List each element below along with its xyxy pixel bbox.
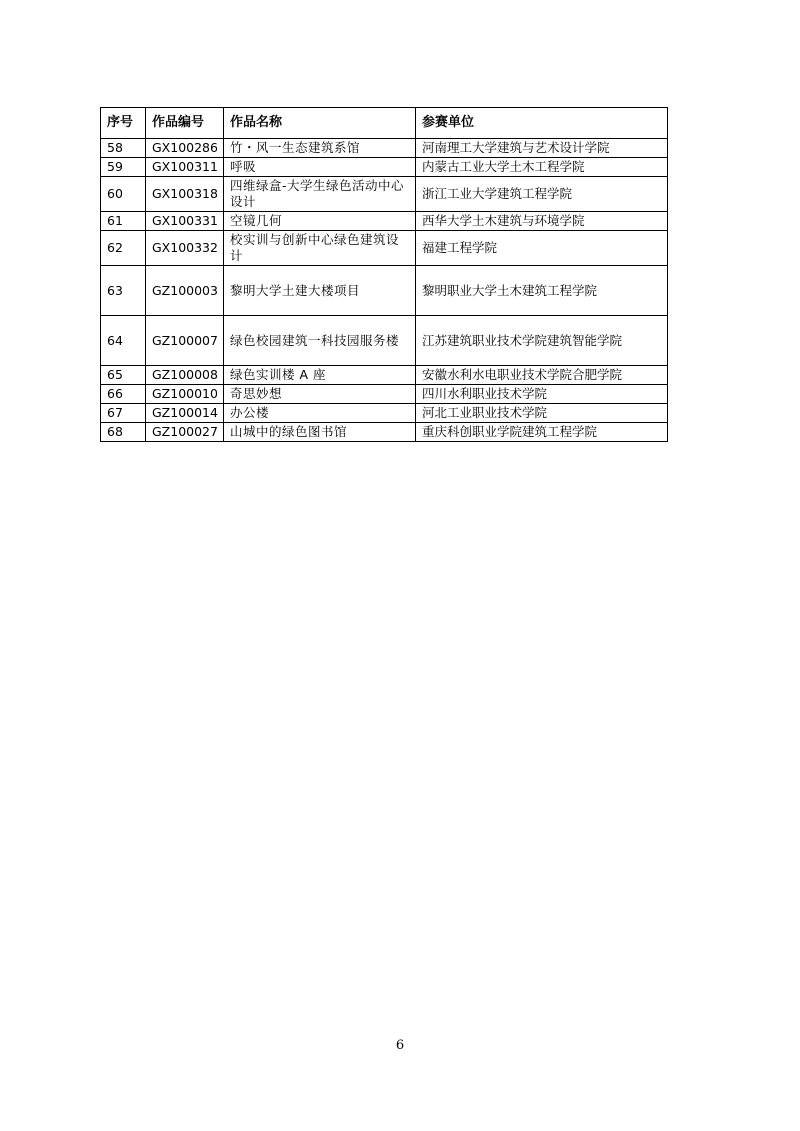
table-header-row <box>101 108 668 139</box>
cell-work-name: 奇思妙想 <box>224 385 416 404</box>
cell-serial-number: 61 <box>101 212 146 231</box>
table-row <box>101 139 668 158</box>
table-row <box>101 404 668 423</box>
cell-serial-number: 60 <box>101 177 146 212</box>
page-number: 6 <box>395 1038 405 1053</box>
cell-work-code: GX100331 <box>146 212 224 231</box>
cell-participating-unit: 江苏建筑职业技术学院建筑智能学院 <box>416 316 668 366</box>
cell-work-code: GZ100003 <box>146 266 224 316</box>
cell-work-code: GX100318 <box>146 177 224 212</box>
header-participating-unit: 参赛单位 <box>416 108 668 139</box>
cell-participating-unit: 重庆科创职业学院建筑工程学院 <box>416 423 668 442</box>
cell-work-name: 竹・风一生态建筑系馆 <box>224 139 416 158</box>
table-row <box>101 212 668 231</box>
cell-participating-unit: 西华大学土木建筑与环境学院 <box>416 212 668 231</box>
awards-table <box>100 107 668 442</box>
cell-work-name: 四维绿盒-大学生绿色活动中心设计 <box>224 177 416 212</box>
table-row <box>101 177 668 212</box>
header-work-code: 作品编号 <box>146 108 224 139</box>
cell-work-name: 绿色实训楼 A 座 <box>224 366 416 385</box>
cell-participating-unit: 黎明职业大学土木建筑工程学院 <box>416 266 668 316</box>
table-row <box>101 266 668 316</box>
cell-work-code: GZ100027 <box>146 423 224 442</box>
cell-serial-number: 63 <box>101 266 146 316</box>
cell-participating-unit: 河北工业职业技术学院 <box>416 404 668 423</box>
cell-work-code: GX100286 <box>146 139 224 158</box>
cell-serial-number: 65 <box>101 366 146 385</box>
cell-serial-number: 68 <box>101 423 146 442</box>
cell-work-code: GZ100010 <box>146 385 224 404</box>
cell-work-code: GX100332 <box>146 231 224 266</box>
table-row <box>101 385 668 404</box>
cell-work-code: GZ100014 <box>146 404 224 423</box>
cell-participating-unit: 四川水利职业技术学院 <box>416 385 668 404</box>
cell-serial-number: 58 <box>101 139 146 158</box>
cell-work-code: GX100311 <box>146 158 224 177</box>
cell-work-name: 绿色校园建筑一科技园服务楼 <box>224 316 416 366</box>
cell-participating-unit: 河南理工大学建筑与艺术设计学院 <box>416 139 668 158</box>
header-serial-number: 序号 <box>101 108 146 139</box>
header-work-name: 作品名称 <box>224 108 416 139</box>
cell-work-name: 呼吸 <box>224 158 416 177</box>
cell-work-name: 山城中的绿色图书馆 <box>224 423 416 442</box>
cell-participating-unit: 福建工程学院 <box>416 231 668 266</box>
cell-work-name: 空镜几何 <box>224 212 416 231</box>
cell-serial-number: 67 <box>101 404 146 423</box>
cell-participating-unit: 浙江工业大学建筑工程学院 <box>416 177 668 212</box>
cell-serial-number: 64 <box>101 316 146 366</box>
cell-participating-unit: 内蒙古工业大学土木工程学院 <box>416 158 668 177</box>
cell-serial-number: 59 <box>101 158 146 177</box>
table-row <box>101 158 668 177</box>
cell-work-code: GZ100007 <box>146 316 224 366</box>
cell-work-name: 黎明大学土建大楼项目 <box>224 266 416 316</box>
table-row <box>101 366 668 385</box>
cell-work-name: 办公楼 <box>224 404 416 423</box>
cell-work-name: 校实训与创新中心绿色建筑设计 <box>224 231 416 266</box>
cell-work-code: GZ100008 <box>146 366 224 385</box>
table-row <box>101 316 668 366</box>
cell-serial-number: 62 <box>101 231 146 266</box>
table-row <box>101 423 668 442</box>
table-row <box>101 231 668 266</box>
cell-serial-number: 66 <box>101 385 146 404</box>
cell-participating-unit: 安徽水利水电职业技术学院合肥学院 <box>416 366 668 385</box>
